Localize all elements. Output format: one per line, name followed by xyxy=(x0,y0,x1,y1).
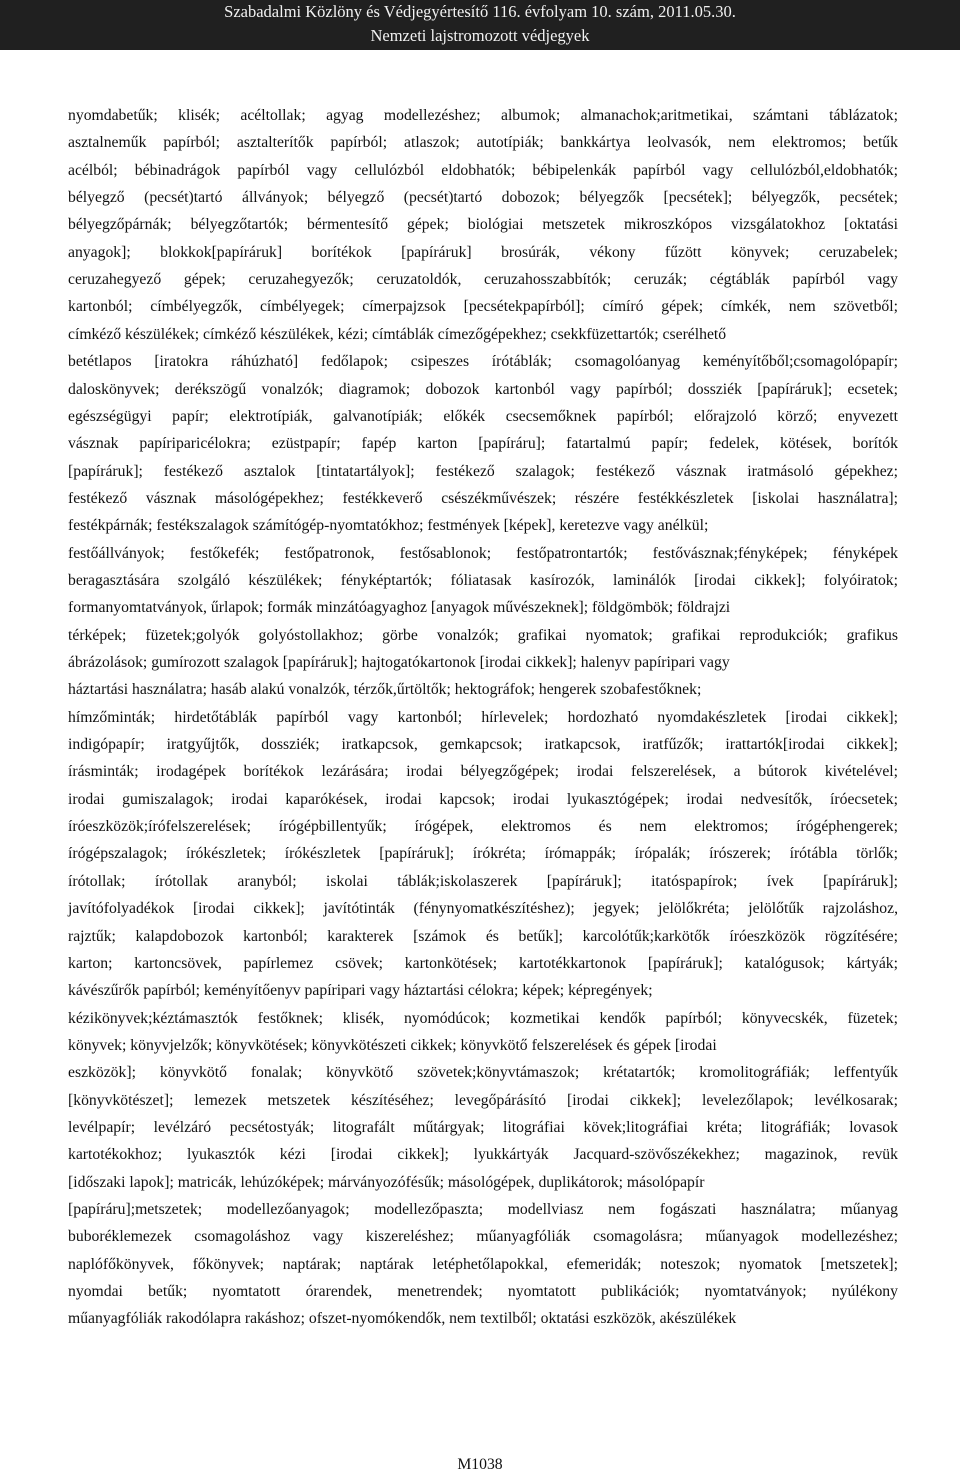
journal-header xyxy=(0,0,960,50)
text-line: betétlapos [iratokra ráhúzható] fedőlapok; csipeszes írótáblák; csomagolóanyag keményítőből;csomagolópapír; xyxy=(68,353,898,371)
text-line: írásminták; irodagépek borítékok lezárására; irodai bélyegzőgépek; irodai felszerelések, a bútorok kivételével; xyxy=(68,763,898,781)
text-line: javítófolyadékok [irodai cikkek]; javítótinták (fénynyomatkészítéshez); jegyek; jelölőkréta; jelölőtűk rajzoláshoz, xyxy=(68,900,898,918)
text-line: naplófőkönyvek, főkönyvek; naptárak; naptárak letéphetőlapokkal, efemeridák; noteszok; nyomatok [metszetek]; xyxy=(68,1255,898,1273)
text-line: [időszaki lapok]; matricák, lehúzóképek; márványozófésűk; másológépek, duplikátorok; másolópapír xyxy=(68,1173,705,1191)
text-line: acélból; bébinadrágok papírból vagy cellulózból eldobhatók; bébipelenkák papírból vagy cellulózból,eldobhatók; xyxy=(68,161,898,179)
text-line: kávészűrők papírból; keményítőenyv papíripari vagy háztartási célokra; képek; képregények; xyxy=(68,982,653,1000)
text-line: vásznak papíriparicélokra; ezüstpapír; fapép karton [papíráru]; fatartalmú papír; fedelek, kötések, borítók xyxy=(68,435,898,453)
text-line: festékező vásznak másológépekhez; festékkeverő csészékművészek; részére festékkészletek [iskolai használatra]; xyxy=(68,489,898,507)
text-line: levélpapír; levélzáró pecsétostyák; litografált műtárgyak; litográfiai kövek;litográfiai kréta; litográfiák; lovasok xyxy=(68,1118,898,1136)
page-number: M1038 xyxy=(457,1456,503,1473)
text-line: hímzőminták; hirdetőtáblák papírból vagy kartonból; hírlevelek; hordozható nyomdakészletek [irodai cikkek]; xyxy=(68,708,898,726)
text-line: karton; kartoncsövek, papírlemez csövek; kartonkötések; kartotékkartonok [papíráruk]; katalógusok; kártyák; xyxy=(68,954,898,972)
text-line: ábrázolások; gumírozott szalagok [papíráruk]; hajtogatókartonok [irodai cikkek]; halenyv papíripari vagy xyxy=(68,654,730,671)
text-line: könyvek; könyvjelzők; könyvkötések; könyvkötészeti cikkek; könyvkötő felszerelések és gépek [irodai xyxy=(68,1036,717,1054)
text-line: anyagok]; blokkok[papíráruk] borítékok [papíráruk] brosúrák, vékony fűzött könyvek; ceruzabelek; xyxy=(68,243,898,261)
text-line: műanyagfóliák rakodólapra rakáshoz; ofszet-nyomókendők, nem textilből; oktatási eszközök, akészülékek xyxy=(68,1310,737,1328)
text-line: kartotékokhoz; lyukasztók kézi [irodai cikkek]; lyukkártyák Jacquard-szövőszékekhez; magazinok, revük xyxy=(68,1146,898,1164)
journal-title: Szabadalmi Közlöny és Védjegyértesítő 116. évfolyam 10. szám, 2011.05.30. xyxy=(224,2,736,21)
text-line: irodai gumiszalagok; irodai kaparókések, irodai kapcsok; irodai lyukasztógépek; irodai nedvesítők, íróecsetek; xyxy=(68,790,898,808)
text-line: beragasztására szolgáló készülékek; fényképtartók; fóliatasak kasírozók, laminálók [irodai cikkek]; folyóiratok; xyxy=(68,571,898,589)
text-line: bélyegző (pecsét)tartó állványok; bélyegző (pecsét)tartó dobozok; bélyegzők [pecsétek]; bélyegzők, pecsétek; xyxy=(68,189,898,207)
text-line: írógépszalagok; írókészletek; írókészletek [papíráruk]; írókréta; írómappák; írópalák; írószerek; írótábla törlők; xyxy=(68,845,898,863)
text-line: [papíráru];metszetek; modellezőanyagok; modellezőpaszta; modellviasz nem fogászati használatra; műanyag xyxy=(68,1201,898,1218)
text-line: festékpárnák; festékszalagok számítógép-nyomtatókhoz; festmények [képek], keretezve vagy anélkül; xyxy=(68,517,709,535)
text-line: címkéző készülékek; címkéző készülékek, kézi; címtáblák címezőgépekhez; csekkfüzettartók; cserélhető xyxy=(68,325,727,343)
text-line: nyomdai betűk; nyomtatott órarendek, menetrendek; nyomtatott publikációk; nyomtatványok; nyúlékony xyxy=(68,1283,898,1301)
text-line: írótollak; írótollak aranyból; iskolai táblák;iskolaszerek [papíráruk]; itatóspapírok; ívek [papíráruk]; xyxy=(68,872,898,890)
text-line: kézikönyvek;kéztámasztók festőknek; klisék, nyomódúcok; kozmetikai kendők papírból; könyvecskék, füzetek; xyxy=(68,1009,898,1027)
text-line: festőállványok; festőkefék; festőpatronok, festősablonok; festőpatrontartók; festővásznak;fényképek; fényképek xyxy=(68,544,898,562)
text-line: nyomdabetűk; klisék; acéltollak; agyag modellezéshez; albumok; almanachok;aritmetikai, számtani táblázatok; xyxy=(68,107,898,124)
text-line: eszközök]; könyvkötő fonalak; könyvkötő szövetek;könyvtámaszok; krétatartók; kromolitográfiák; leffentyűk xyxy=(68,1064,898,1082)
text-line: rajztűk; kalapdobozok kartonból; karakterek [számok és betűk]; karcolótűk;karkötők íróeszközök rögzítésére; xyxy=(68,927,898,945)
text-line: [könyvkötészet]; lemezek metszetek készítéséhez; levegőpárásító [irodai cikkek]; levelezőlapok; levélkosarak; xyxy=(68,1091,898,1109)
text-line: íróeszközök;írófelszerelések; írógépbillentyűk; írógépek, elektromos és nem elektromos; írógéphengerek; xyxy=(68,818,898,836)
text-line: indigópapír; iratgyűjtők, dossziék; iratkapcsok, gemkapcsok; iratkapcsok, iratfűzők; irattartók[irodai cikkek]; xyxy=(68,736,898,754)
text-line: daloskönyvek; derékszögű vonalzók; diagramok; dobozok kartonból vagy papírból; dossziék [papíráruk]; ecsetek; xyxy=(68,380,898,398)
text-line: buboréklemezek csomagoláshoz vagy kiszereléshez; műanyagfóliák csomagolásra; műanyagok modellezéshez; xyxy=(68,1228,898,1246)
text-line: formanyomtatványok, űrlapok; formák minzátóagyaghoz [anyagok művészeknek]; földgömbök; földrajzi xyxy=(68,599,731,617)
text-line: asztalneműk papírból; asztalterítők papírból; atlaszok; autotípiák; bankkártya leolvasók, nem elektromos; betűk xyxy=(68,134,898,152)
text-line: kartonból; címbélyegzők, címbélyegek; címerpajzsok [pecsétekpapírból]; címíró gépek; címkék, nem szövetből; xyxy=(68,298,898,316)
text-line: térképek; füzetek;golyók golyóstollakhoz; görbe vonalzók; grafikai nyomatok; grafikai reprodukciók; grafikus xyxy=(68,626,898,644)
text-line: bélyegzőpárnák; bélyegzőtartók; bérmentesítő gépek; biológiai metszetek mikroszkópos vizsgálatokhoz [oktatási xyxy=(68,216,898,234)
text-line: háztartási használatra; hasáb alakú vonalzók, térzők,űrtöltők; hektográfok; hengerek szobafestőknek; xyxy=(68,681,702,699)
text-line: [papíráruk]; festékező asztalok [tintatartályok]; festékező szalagok; festékező vásznak iratmásoló gépekhez; xyxy=(68,462,898,480)
section-title: Nemzeti lajstromozott védjegyek xyxy=(370,26,590,45)
text-line: ceruzahegyező gépek; ceruzahegyezők; ceruzatoldók, ceruzahosszabbítók; ceruzák; cégtáblák papírból vagy xyxy=(68,271,898,289)
text-line: egészségügyi papír; elektrotípiák, galvanotípiák; előkék csecsemőknek papírból; előrajzoló körző; enyvezett xyxy=(68,407,898,425)
